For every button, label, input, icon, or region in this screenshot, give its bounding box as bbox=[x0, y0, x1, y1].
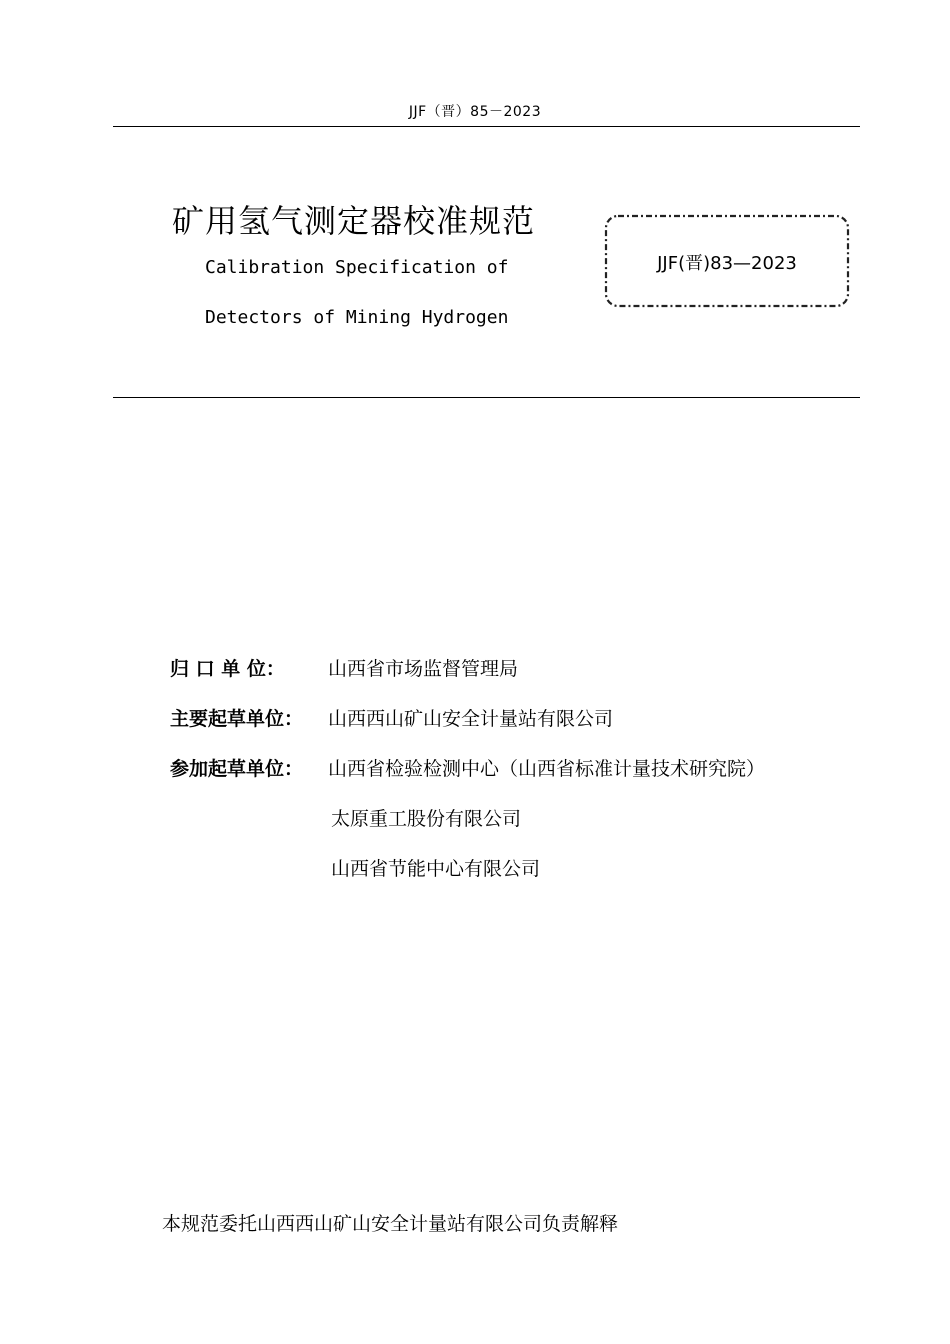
participating-drafter-1: 山西省检验检测中心（山西省标准计量技术研究院） bbox=[328, 758, 766, 780]
participating-drafters-label: 参加起草单位： bbox=[170, 758, 304, 780]
main-drafter-label: 主要起草单位： bbox=[170, 708, 304, 730]
centralized-unit-label: 归 口 单 位： bbox=[170, 658, 285, 680]
participating-drafter-2: 太原重工股份有限公司 bbox=[331, 808, 522, 830]
title-section-rule bbox=[113, 397, 860, 398]
standard-code-stamp bbox=[603, 213, 851, 309]
centralized-unit-value: 山西省市场监督管理局 bbox=[328, 658, 519, 680]
participating-drafter-3: 山西省节能中心有限公司 bbox=[331, 858, 541, 880]
main-drafter-value: 山西西山矿山安全计量站有限公司 bbox=[328, 708, 614, 730]
title-english-line-2: Detectors of Mining Hydrogen bbox=[205, 307, 509, 328]
stamp-code-text: JJF(晋)83—2023 bbox=[657, 253, 797, 274]
header-standard-code: JJF（晋）85－2023 bbox=[408, 104, 542, 120]
title-english-line-1: Calibration Specification of bbox=[205, 257, 509, 278]
header-rule bbox=[113, 126, 860, 127]
interpretation-note: 本规范委托山西西山矿山安全计量站有限公司负责解释 bbox=[162, 1213, 619, 1235]
title-chinese: 矿用氢气测定器校准规范 bbox=[172, 202, 536, 240]
